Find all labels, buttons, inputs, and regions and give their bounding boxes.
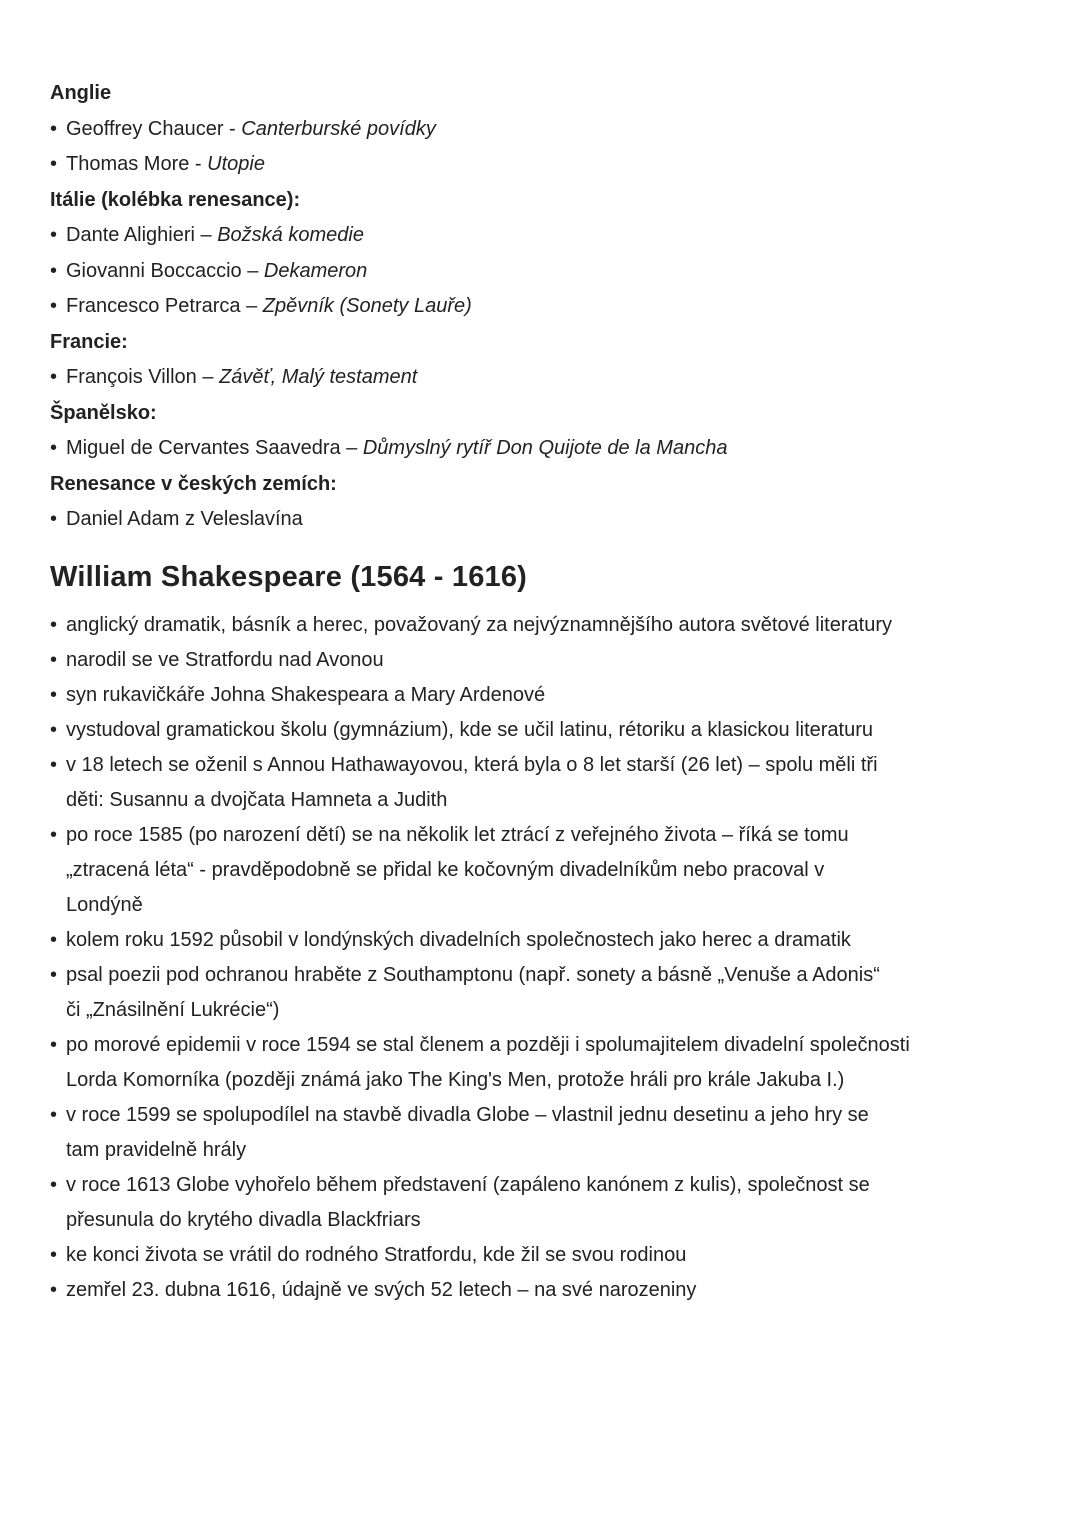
fact-text <box>66 748 1042 818</box>
fact-item <box>50 923 1042 958</box>
separator: – <box>194 224 218 246</box>
author-item <box>50 289 1042 325</box>
author-item-text <box>66 147 1042 183</box>
fact-line: ke konci života se vrátil do rodného Stratfordu, kde žil se svou rodinou <box>66 1243 687 1266</box>
fact-line: syn rukavičkáře Johna Shakespeara a Mary Ardenové <box>66 683 546 706</box>
fact-text <box>66 643 1042 678</box>
author-name: Thomas More <box>66 153 190 175</box>
work-title: Důmyslný rytíř Don Quijote de la Mancha <box>362 437 728 459</box>
author-item-text <box>66 218 1042 254</box>
fact-text <box>66 1098 1042 1168</box>
author-item <box>50 147 1042 183</box>
bullet-icon: • <box>50 648 58 671</box>
fact-item <box>50 748 1042 818</box>
bullet-icon: • <box>50 224 58 246</box>
bullet-icon: • <box>50 508 58 530</box>
fact-line: v 18 letech se oženil s Annou Hathawayovou, která byla o 8 let starší (26 let) – spolu měli tři <box>66 753 878 776</box>
fact-line: v roce 1599 se spolupodílel na stavbě divadla Globe – vlastnil jednu desetinu a jeho hry se <box>66 1103 869 1126</box>
bullet-icon: • <box>50 1173 58 1196</box>
bullet-icon: • <box>50 963 58 986</box>
fact-item <box>50 1238 1042 1273</box>
bullet-icon: • <box>50 1033 58 1056</box>
fact-text <box>66 1238 1042 1273</box>
fact-text <box>66 958 1042 1028</box>
fact-item <box>50 643 1042 678</box>
fact-line: tam pravidelně hrály <box>66 1138 247 1161</box>
author-name: Dante Alighieri <box>66 224 195 246</box>
author-name: Giovanni Boccaccio <box>66 259 242 282</box>
fact-item <box>50 1168 1042 1238</box>
bullet-icon: • <box>50 437 58 459</box>
fact-line: „ztracená léta“ - pravděpodobně se přidal ke kočovným divadelníkům nebo pracoval v <box>66 858 825 881</box>
author-item <box>50 502 1042 538</box>
author-name: Francesco Petrarca <box>66 295 241 317</box>
work-title: Zpěvník (Sonety Lauře) <box>262 295 472 317</box>
bullet-icon: • <box>50 366 58 388</box>
country-heading: Francie: <box>50 330 128 353</box>
fact-text <box>66 678 1042 713</box>
bullet-icon: • <box>50 153 58 175</box>
country-heading: Renesance v českých zemích: <box>50 472 337 495</box>
fact-line: děti: Susannu a dvojčata Hamneta a Judith <box>66 788 448 811</box>
fact-line: Lorda Komorníka (později známá jako The King's Men, protože hráli pro krále Jakuba I.) <box>66 1068 845 1091</box>
fact-line: anglický dramatik, básník a herec, považovaný za nejvýznamnějšího autora světové literatury <box>66 613 892 636</box>
fact-line: vystudoval gramatickou školu (gymnázium), kde se učil latinu, rétoriku a klasickou literaturu <box>66 718 874 741</box>
separator: – <box>240 295 263 317</box>
bullet-icon: • <box>50 295 58 317</box>
fact-item <box>50 608 1042 643</box>
author-name: François Villon <box>66 366 197 388</box>
separator: - <box>223 117 242 140</box>
separator: – <box>196 366 220 388</box>
fact-item <box>50 958 1042 1028</box>
fact-line: přesunula do krytého divadla Blackfriars <box>66 1208 421 1231</box>
fact-text <box>66 608 1042 643</box>
fact-line: narodil se ve Stratfordu nad Avonou <box>66 648 384 671</box>
author-name: Geoffrey Chaucer <box>66 117 224 140</box>
fact-line: zemřel 23. dubna 1616, údajně ve svých 52 letech – na své narozeniny <box>66 1278 697 1301</box>
fact-line: v roce 1613 Globe vyhořelo během představení (zapáleno kanónem z kulis), společnost se <box>66 1173 870 1196</box>
author-name: Miguel de Cervantes Saavedra <box>66 437 341 459</box>
bullet-icon: • <box>50 928 58 951</box>
bullet-icon: • <box>50 753 58 776</box>
fact-item <box>50 713 1042 748</box>
author-item <box>50 218 1042 254</box>
author-item-text <box>66 289 1042 325</box>
work-title: Canterburské povídky <box>241 117 436 140</box>
country-heading: Španělsko: <box>50 401 157 424</box>
work-title: Dekameron <box>263 259 368 282</box>
shakespeare-title: William Shakespeare (1564 - 1616) <box>50 560 528 593</box>
author-name: Daniel Adam z Veleslavína <box>66 508 303 530</box>
fact-text <box>66 713 1042 748</box>
fact-text <box>66 923 1042 958</box>
renaissance-authors-section <box>50 76 1042 538</box>
author-item-text <box>66 502 1042 538</box>
bullet-icon: • <box>50 683 58 706</box>
bullet-icon: • <box>50 259 58 282</box>
author-item-text <box>66 431 1042 467</box>
bullet-icon: • <box>50 117 58 140</box>
fact-item <box>50 1273 1042 1308</box>
fact-item <box>50 818 1042 923</box>
bullet-icon: • <box>50 718 58 741</box>
author-item <box>50 431 1042 467</box>
fact-text <box>66 1168 1042 1238</box>
separator: – <box>340 437 363 459</box>
fact-text <box>66 1028 1042 1098</box>
bullet-icon: • <box>50 1243 58 1266</box>
author-item <box>50 112 1042 148</box>
fact-line: po morové epidemii v roce 1594 se stal členem a později i spolumajitelem divadelní společnosti <box>66 1033 910 1056</box>
fact-text <box>66 1273 1042 1308</box>
bullet-icon: • <box>50 1103 58 1126</box>
shakespeare-facts-list <box>50 608 1042 1308</box>
fact-line: psal poezii pod ochranou hraběte z Southamptonu (např. sonety a básně „Venuše a Adonis“ <box>66 963 880 986</box>
country-heading: Anglie <box>50 82 112 104</box>
fact-item <box>50 1098 1042 1168</box>
fact-line: či „Znásilnění Lukrécie“) <box>66 998 280 1021</box>
country-heading: Itálie (kolébka renesance): <box>50 188 301 211</box>
work-title: Závěť, Malý testament <box>219 366 418 388</box>
author-item <box>50 254 1042 290</box>
separator: - <box>189 153 208 175</box>
separator: – <box>241 259 264 282</box>
bullet-icon: • <box>50 613 58 636</box>
fact-line: Londýně <box>66 893 143 916</box>
work-title: Božská komedie <box>217 224 364 246</box>
fact-item <box>50 678 1042 713</box>
fact-line: kolem roku 1592 působil v londýnských divadelních společnostech jako herec a dramatik <box>66 928 851 951</box>
fact-line: po roce 1585 (po narození dětí) se na několik let ztrácí z veřejného života – říká se tomu <box>66 823 849 846</box>
author-item-text <box>66 360 1042 396</box>
fact-text <box>66 818 1042 923</box>
fact-item <box>50 1028 1042 1098</box>
author-item <box>50 360 1042 396</box>
author-item-text <box>66 112 1042 148</box>
bullet-icon: • <box>50 1278 58 1301</box>
author-item-text <box>66 254 1042 290</box>
work-title: Utopie <box>207 153 265 175</box>
bullet-icon: • <box>50 823 58 846</box>
